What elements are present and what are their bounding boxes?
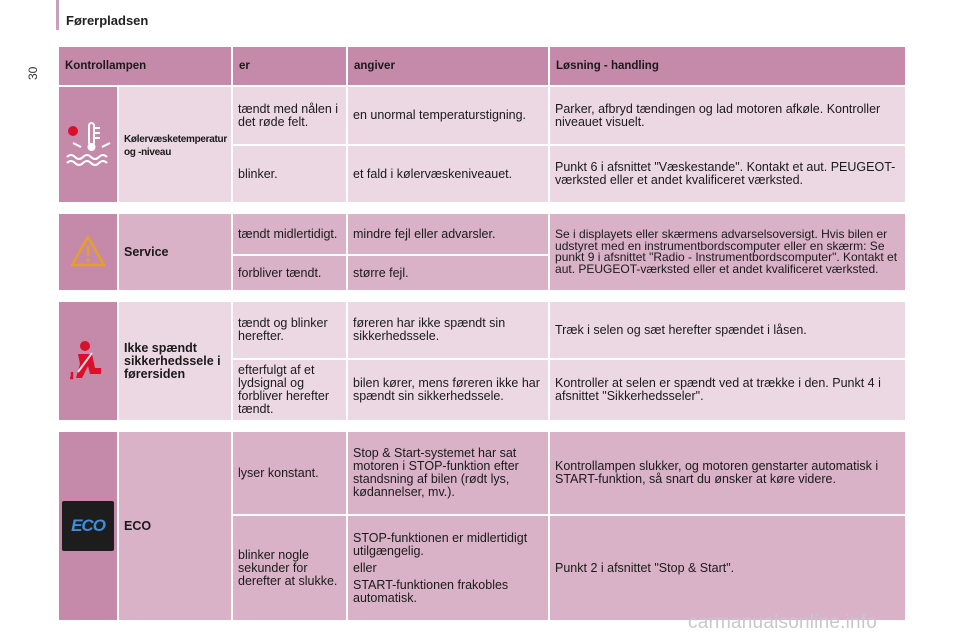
lamp-state: tændt midlertidigt. <box>233 214 346 254</box>
lamp-name-eco: ECO <box>119 432 231 620</box>
means-part: STOP-funktionen er midlertidigt utilgængelig. <box>353 530 528 558</box>
warning-triangle-icon <box>69 257 107 271</box>
seatbelt-icon <box>68 371 108 385</box>
warning-lamps-table <box>57 45 907 622</box>
lamp-action: Punkt 2 i afsnittet "Stop & Start". <box>550 516 905 620</box>
lamp-means: mindre fejl eller advarsler. <box>348 214 548 254</box>
lamp-action: Kontrollampen slukker, og motoren genstarter automatisk i START-funktion, så snart du ønsker at køre videre. <box>550 432 905 514</box>
lamp-state: blinker nogle sekunder for derefter at slukke. <box>233 516 346 620</box>
lamp-action: Se i displayets eller skærmens advarselsoversigt. Hvis bilen er udstyret med en instrumentbordscomputer eller en skærm: Se punkt 9 i afsnittet "Radio - Instrumentbordscomputer". Kontakt et aut. PEUGEOT-værksted eller et andet kvalificeret værksted. <box>550 214 905 290</box>
watermark: carmanualsonline.info <box>688 612 878 633</box>
coolant-temperature-icon <box>63 158 113 172</box>
eco-icon: ECO <box>62 501 114 551</box>
table-row <box>59 87 905 144</box>
lamp-means: større fejl. <box>348 256 548 290</box>
lamp-state: lyser konstant. <box>233 432 346 514</box>
lamp-means <box>348 516 548 620</box>
table-row <box>59 432 905 514</box>
means-part: eller <box>353 560 377 575</box>
coolant-lamp-cell <box>59 87 117 202</box>
seatbelt-lamp-cell <box>59 302 117 420</box>
lamp-means: et fald i kølervæskeniveauet. <box>348 146 548 202</box>
column-header-means: angiver <box>348 47 548 85</box>
lamp-action: Kontroller at selen er spændt ved at trække i den. Punkt 4 i afsnittet "Sikkerhedsseler". <box>550 360 905 420</box>
service-lamp-cell <box>59 214 117 290</box>
column-header-state: er <box>233 47 346 85</box>
lamp-state: efterfulgt af et lydsignal og forbliver herefter tændt. <box>233 360 346 420</box>
lamp-means: Stop & Start-systemet har sat motoren i STOP-funktion efter standsning af bilen (rødt lys, kødannelser, mv.). <box>348 432 548 514</box>
page-title: Førerpladsen <box>66 13 149 28</box>
lamp-state: tændt med nålen i det røde felt. <box>233 87 346 144</box>
lamp-means: en unormal temperaturstigning. <box>348 87 548 144</box>
eco-lamp-cell <box>59 432 117 620</box>
lamp-action: Punkt 6 i afsnittet "Væskestande". Kontakt et aut. PEUGEOT-værksted eller et andet kvalificeret værksted. <box>550 146 905 202</box>
lamp-state: forbliver tændt. <box>233 256 346 290</box>
lamp-means: føreren har ikke spændt sin sikkerhedssele. <box>348 302 548 358</box>
table-row <box>59 214 905 254</box>
lamp-means: bilen kører, mens føreren ikke har spændt sin sikkerhedssele. <box>348 360 548 420</box>
page-number: 30 <box>26 66 40 80</box>
header-accent-bar <box>56 0 59 30</box>
column-header-lamp: Kontrollampen <box>59 47 231 85</box>
lamp-name-service: Service <box>119 214 231 290</box>
table-row <box>59 302 905 358</box>
lamp-state: blinker. <box>233 146 346 202</box>
lamp-action: Træk i selen og sæt herefter spændet i låsen. <box>550 302 905 358</box>
means-part: START-funktionen frakobles automatisk. <box>353 577 509 605</box>
lamp-name-seatbelt: Ikke spændt sikkerhedssele i førersiden <box>119 302 231 420</box>
lamp-name-coolant: Kølervæsketemperatur og -niveau <box>119 87 231 202</box>
lamp-state: tændt og blinker herefter. <box>233 302 346 358</box>
table-header-row <box>59 47 905 85</box>
column-header-action: Løsning - handling <box>550 47 905 85</box>
lamp-action: Parker, afbryd tændingen og lad motoren afkøle. Kontroller niveauet visuelt. <box>550 87 905 144</box>
